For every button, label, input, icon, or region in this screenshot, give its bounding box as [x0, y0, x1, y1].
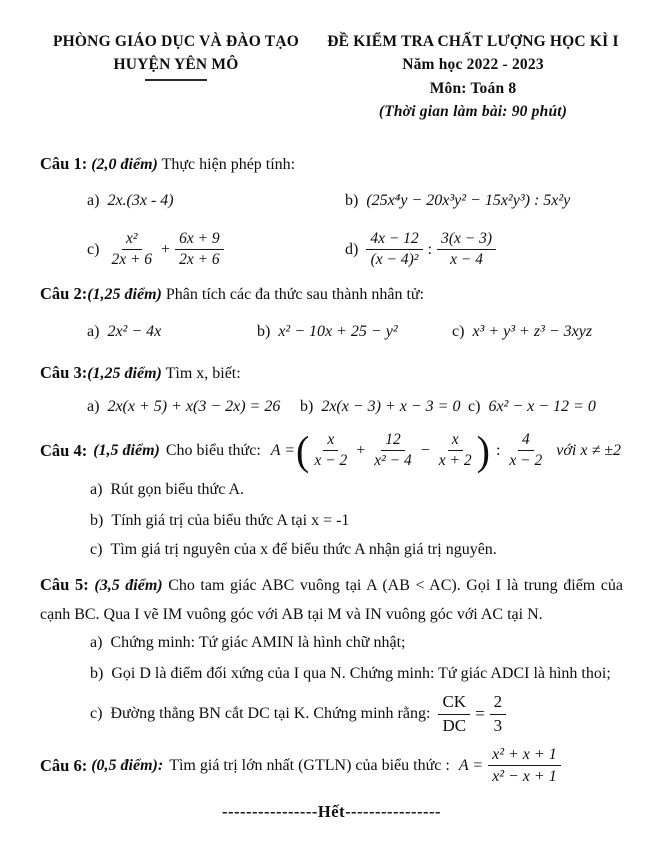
item-4b	[90, 511, 623, 532]
item-4a-label: a)	[90, 480, 103, 498]
item-5a	[90, 633, 623, 654]
question-3-row	[87, 398, 623, 416]
question-2-row	[87, 323, 623, 341]
item-1d	[345, 230, 496, 270]
question-5-label: Câu 5:	[40, 575, 89, 595]
item-3a-label: a)	[87, 397, 100, 415]
item-5a-label: a)	[90, 633, 103, 651]
fraction-numerator: x²	[122, 230, 142, 251]
question-5-intro: Cho tam giác ABC vuông tại A (AB < AC). Gọi I là trung điểm của cạnh BC. Qua I vẽ IM vuông góc với AB tại M và IN vuông góc với AC tại N.	[40, 577, 624, 623]
item-3b-label: b)	[300, 397, 314, 415]
item-1b-expression: (25x⁴y − 20x³y² − 15x²y³) : 5x²y	[366, 191, 571, 209]
fraction-denominator: DC	[442, 715, 467, 735]
question-3-intro: Tìm x, biết:	[165, 364, 241, 382]
equals-sign: =	[475, 704, 485, 724]
fraction	[488, 745, 561, 786]
item-3b-expression: 2x(x − 3) + x − 3 = 0	[321, 397, 461, 415]
duration-line: (Thời gian làm bài: 90 phút)	[378, 102, 568, 120]
formula-lhs: A =	[270, 441, 296, 459]
item-3a-expression: 2x(x + 5) + x(3 − 2x) = 26	[107, 397, 281, 415]
fraction	[310, 431, 351, 471]
question-4-label: Câu 4:	[40, 440, 88, 460]
fraction-denominator: x² − 4	[374, 452, 412, 470]
fraction-denominator: 3	[493, 715, 503, 735]
item-2b-expression: x² − 10x + 25 − y²	[278, 322, 398, 340]
question-6-points: (0,5 điểm):	[91, 756, 164, 774]
item-5b-label: b)	[90, 664, 104, 682]
question-2-label: Câu 2:	[40, 283, 88, 303]
question-1	[40, 153, 623, 270]
divide-operator: :	[495, 441, 501, 459]
item-5b	[90, 664, 623, 685]
item-1c-expression	[107, 230, 223, 270]
fraction	[366, 230, 422, 270]
question-1-points: (2,0 điểm)	[91, 156, 158, 173]
fraction	[370, 431, 416, 471]
fraction	[435, 431, 476, 471]
item-1c	[87, 230, 345, 270]
fraction-numerator: 4x − 12	[366, 230, 422, 251]
fraction-numerator: 2	[490, 692, 507, 714]
item-4b-label: b)	[90, 511, 104, 529]
question-5	[40, 570, 623, 736]
item-1c-label: c)	[87, 240, 100, 258]
fraction	[437, 230, 496, 270]
fraction-numerator: x	[323, 431, 338, 452]
formula-lhs: A =	[458, 756, 484, 774]
fraction-numerator: 4	[518, 431, 534, 452]
fraction-numerator: 12	[381, 431, 405, 452]
item-4c-text: Tìm giá trị nguyên của x để biểu thức A nhận giá trị nguyên.	[110, 541, 497, 559]
question-3-points: (1,25 điểm)	[87, 364, 162, 382]
item-3a	[87, 398, 300, 416]
item-1a-label: a)	[87, 191, 100, 209]
item-2a-label: a)	[87, 322, 100, 340]
question-4-points: (1,5 điểm)	[93, 441, 160, 459]
item-1d-expression	[366, 230, 496, 270]
question-6-formula	[459, 745, 561, 786]
item-2b	[257, 323, 452, 341]
header-divider	[145, 79, 207, 81]
question-3	[40, 362, 623, 416]
fraction-denominator: x² − x + 1	[492, 768, 557, 786]
end-of-exam-marker: ----------------Hết----------------	[222, 801, 441, 821]
question-5-points: (3,5 điểm)	[94, 577, 163, 595]
question-6-label: Câu 6:	[40, 755, 88, 775]
fraction-numerator: x	[448, 431, 463, 452]
item-5b-text: Gọi D là điểm đối xứng của I qua N. Chứng minh: Tứ giác ADCI là hình thoi;	[111, 664, 611, 682]
item-5c-text: Đường thẳng BN cắt DC tại K. Chứng minh rằng:	[110, 704, 431, 722]
question-6	[40, 745, 623, 786]
exam-title-block	[323, 30, 623, 123]
issuing-authority-block	[40, 30, 312, 123]
item-2a	[87, 323, 257, 341]
item-5c-label: c)	[90, 704, 103, 722]
item-4b-text: Tính giá trị của biểu thức A tại x = -1	[111, 511, 350, 529]
question-1-intro: Thực hiện phép tính:	[161, 156, 296, 173]
item-1b-label: b)	[345, 191, 359, 209]
fraction-numerator: x² + x + 1	[488, 745, 561, 766]
fraction-numerator: 3(x − 3)	[437, 230, 496, 251]
question-1-row-ab	[87, 192, 623, 210]
question-4-lead	[40, 441, 261, 461]
close-paren: )	[476, 427, 490, 474]
question-5-statement	[40, 570, 623, 630]
question-3-label: Câu 3:	[40, 362, 88, 382]
item-1a	[87, 192, 345, 210]
minus-operator: −	[420, 441, 430, 459]
question-4-formula	[270, 427, 546, 474]
fraction	[438, 692, 470, 736]
item-3c	[468, 398, 596, 416]
fraction-denominator: x − 2	[509, 452, 543, 470]
fraction	[107, 230, 156, 270]
question-2-intro: Phân tích các đa thức sau thành nhân tử:	[165, 285, 425, 303]
open-paren: (	[296, 427, 310, 474]
fraction-denominator: x − 2	[314, 452, 348, 470]
question-6-intro: Tìm giá trị lớn nhất (GTLN) của biểu thức :	[169, 756, 450, 774]
fraction	[175, 230, 224, 270]
item-4a	[90, 480, 623, 501]
item-2c-expression: x³ + y³ + z³ − 3xyz	[472, 322, 593, 340]
fraction-numerator: CK	[438, 692, 470, 714]
item-4a-text: Rút gọn biểu thức A.	[110, 480, 244, 498]
fraction-denominator: x − 4	[450, 251, 483, 269]
fraction-denominator: 2x + 6	[111, 251, 153, 269]
authority-name: PHÒNG GIÁO DỤC VÀ ĐÀO TẠO	[53, 33, 299, 50]
plus-operator: +	[356, 441, 366, 459]
item-2b-label: b)	[257, 322, 271, 340]
item-3c-label: c)	[468, 397, 481, 415]
question-6-heading	[40, 745, 623, 786]
item-2a-expression: 2x² − 4x	[107, 322, 162, 340]
fraction-denominator: x + 2	[438, 452, 472, 470]
divide-operator: :	[427, 240, 433, 258]
district-name: HUYỆN YÊN MÔ	[113, 56, 239, 74]
question-1-row-cd	[87, 230, 623, 270]
school-year: Năm học 2022 - 2023	[402, 56, 544, 74]
question-2-heading	[40, 283, 623, 306]
item-3c-expression: 6x² − x − 12 = 0	[488, 397, 596, 415]
item-4c-label: c)	[90, 541, 103, 559]
fraction	[505, 431, 546, 471]
question-1-label: Câu 1:	[40, 154, 88, 173]
question-4-heading	[40, 427, 623, 474]
fraction-denominator: (x − 4)²	[370, 251, 419, 269]
item-4c	[90, 540, 623, 561]
question-4	[40, 427, 623, 562]
item-1d-label: d)	[345, 240, 359, 258]
item-5c-equation	[438, 692, 506, 736]
plus-operator: +	[161, 240, 171, 258]
item-2c	[452, 323, 592, 341]
item-2c-label: c)	[452, 322, 465, 340]
exam-title: ĐỀ KIỂM TRA CHẤT LƯỢNG HỌC KÌ I	[327, 33, 619, 50]
item-3b	[300, 398, 468, 416]
question-2-points: (1,25 điểm)	[87, 285, 162, 303]
item-5a-text: Chứng minh: Tứ giác AMIN là hình chữ nhật;	[110, 633, 406, 651]
fraction	[490, 692, 507, 736]
item-5c	[90, 692, 623, 736]
question-4-intro: Cho biểu thức:	[165, 441, 261, 459]
question-2	[40, 283, 623, 341]
document-header	[40, 30, 623, 123]
subject-line: Môn: Toán 8	[429, 79, 517, 97]
question-1-heading	[40, 153, 623, 176]
item-1a-expression: 2x.(3x - 4)	[107, 191, 174, 209]
item-1b	[345, 192, 570, 210]
fraction-numerator: 6x + 9	[175, 230, 224, 251]
question-4-condition: với x ≠ ±2	[556, 441, 621, 459]
fraction-denominator: 2x + 6	[179, 251, 220, 269]
question-3-heading	[40, 362, 623, 385]
